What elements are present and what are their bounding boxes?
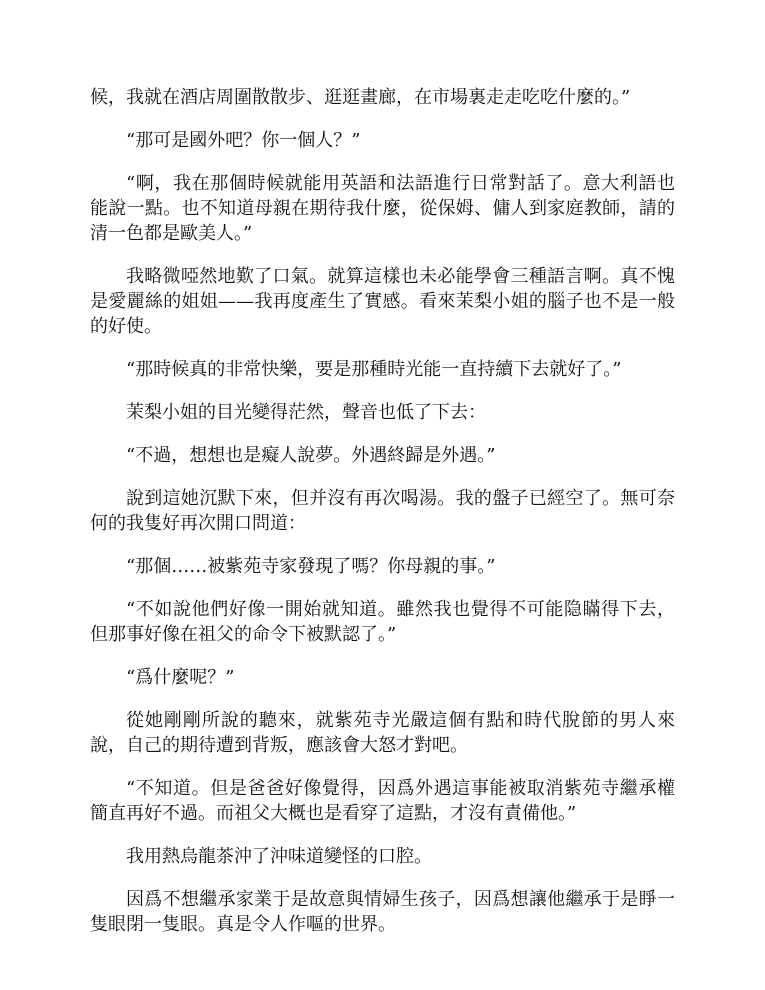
paragraph: “那時候真的非常快樂，要是那種時光能一直持續下去就好了。” [126, 359, 622, 380]
paragraph: “爲什麼呢？” [126, 667, 235, 688]
paragraph: 我用熱烏龍茶沖了沖味道變怪的口腔。 [126, 846, 432, 867]
paragraph: 因爲不想繼承家業于是故意與情婦生孩子，因爲想讓他繼承于是睜一隻眼閉一隻眼。真是令人作嘔的世界。 [90, 889, 675, 935]
paragraph: 茉梨小姐的目光變得茫然，聲音也低了下去： [126, 402, 486, 423]
paragraph: 從她剛剛所說的聽來，就紫苑寺光嚴這個有點和時代脫節的男人來說，自己的期待遭到背叛，應該會大怒才對吧。 [90, 710, 675, 756]
paragraph: “那可是國外吧？你一個人？” [126, 130, 361, 151]
paragraph: “不知道。但是爸爸好像覺得，因爲外遇這事能被取消紫苑寺繼承權簡直再好不過。而祖父大概也是看穿了這點，才沒有責備他。” [90, 778, 675, 824]
document-page [90, 85, 675, 955]
paragraph: “不如說他們好像一開始就知道。雖然我也覺得不可能隐瞞得下去，但那事好像在祖父的命令下被默認了。” [90, 599, 675, 645]
paragraph: 說到這她沉默下來，但并沒有再次喝湯。我的盤子已經空了。無可奈何的我隻好再次開口問道： [90, 488, 675, 534]
paragraph: 我略微啞然地歎了口氣。就算這樣也未必能學會三種語言啊。真不愧是愛麗絲的姐姐——我再度產生了實感。看來茉梨小姐的腦子也不是一般的好使。 [90, 266, 675, 337]
paragraph: “不過，想想也是癡人說夢。外遇終歸是外遇。” [126, 445, 496, 466]
paragraph: 候，我就在酒店周圍散散步、逛逛畫廊，在市場裏走走吃吃什麼的。” [90, 87, 631, 108]
paragraph: “啊，我在那個時候就能用英語和法語進行日常對話了。意大利語也能說一點。也不知道母親在期待我什麼，從保姆、傭人到家庭教師，請的清一色都是歐美人。” [90, 173, 675, 244]
paragraph: “那個……被紫苑寺家發現了嗎？你母親的事。” [126, 556, 496, 577]
